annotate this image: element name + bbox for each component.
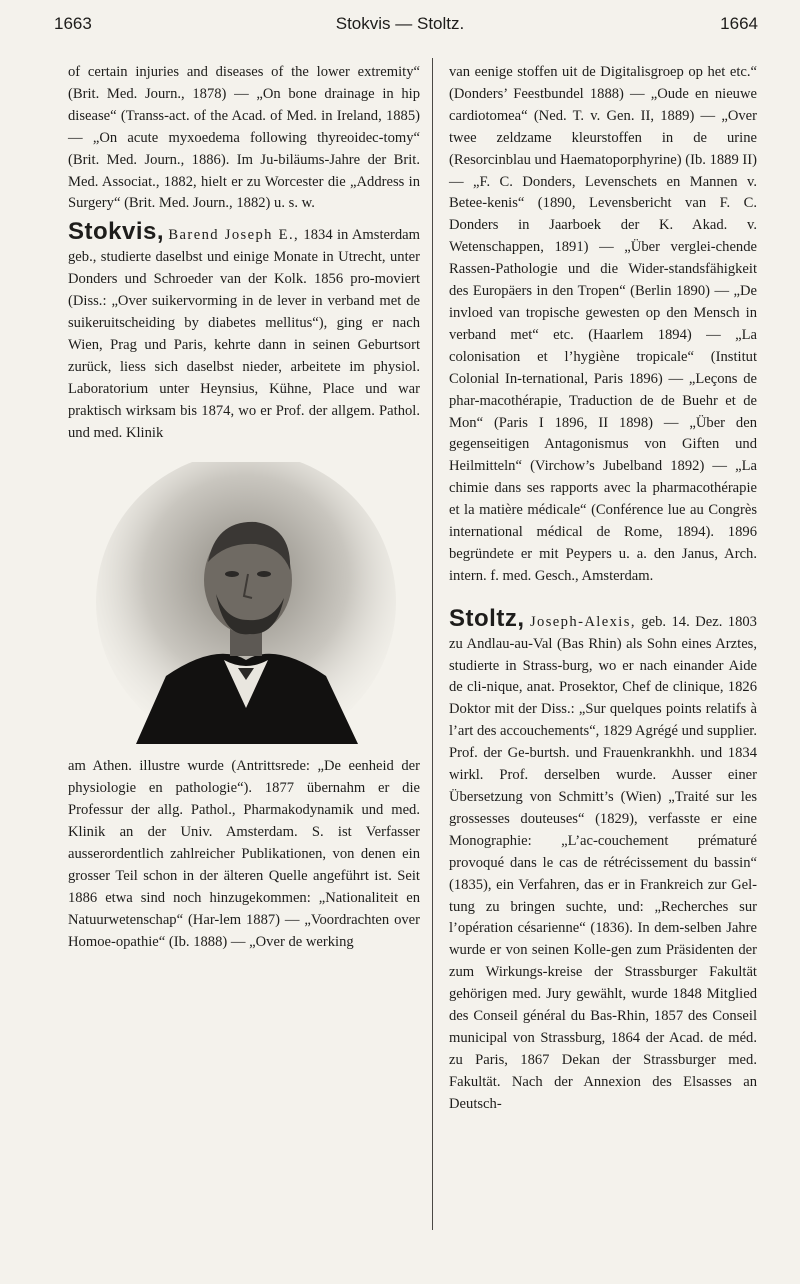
continued-paragraph: of certain injuries and diseases of the lower extremity“ (Brit. Med. Journ., 1878) — „On bone drainage in hip disease“ (Transs-act. of the Acad. of Med. in Ireland, 1885) — „On acute myxoedema following thyreoidec-tomy“ (Brit. Med. Journ., 1886). Im Ju-biläums-Jahre der Brit. Med. Associat., 1882, hielt er zu Worcester die „Address in Surgery“ (Brit. Med. Journ., 1882) u. s. w. [68, 64, 420, 212]
stoltz-entry [449, 604, 757, 1116]
stokvis-biography-continued: am Athen. illustre wurde (Antrittsrede: „De eenheid der physiologie en pathologie“). 1877 übernahm er die Professur der allg. Pathol., Pharmakodynamik und med. Klinik an der Univ. Amsterdam. S. ist Verfasser ausserordentlich zahlreicher Publikationen, von denen ein grosser Teil schon in der älteren Quelle angeführt ist. Seit 1886 etwa sind noch hinzugekommen: „Nationaliteit en Natuurwetenschap“ (Har-lem 1887) — „Voordrachten over Homoe-opathie“ (Ib. 1888) — „Over de werking [68, 758, 420, 950]
stokvis-publications: van eenige stoffen uit de Digitalisgroep op het etc.“ (Donders’ Feestbundel 1888) — „Oude en nieuwe cardiotomea“ (Ned. T. v. Gen. II, 1889) — „Over twee zeldzame kleurstoffen in de urine (Resorcinblau und Haematoporphyrine) (Ib. 1889 II) — „F. C. Donders, Levenschets en Mannen v. Betee-kenis“ (1890, Levensbericht van F. C. Donders in Jaarboek der K. Akad. v. Wetenschappen, 1891) — „Über verglei-chende Rassen-Pathologie und die Wider-standsfähigkeit des Europäers in den Tropen“ (Berlin 1890) — „De invloed van tropische gewesten op den Mensch in verband met“ etc. (Haarlem 1894) — „La colonisation et l’hygiène tropicale“ (Institut Colonial In-ternational, Paris 1896) — „Leçons de phar-macothérapie, Traduction de de Buehr et de Mon“ (Paris I 1896, II 1898) — „Über den gegenseitigen Antagonismus von Giften und Heilmitteln“ (Virchow’s Jubelband 1892) — „La chimie dans ses rapports avec la pharmacothérapie et la matière médicale“ (Conférence lue au Congrès international médical de Rome, 1894). 1896 begründete er mit Peypers u. a. den Janus, Arch. intern. f. med. Gesch., Amsterdam. [449, 64, 757, 584]
entry-heading-stoltz: Stoltz, [449, 604, 525, 632]
stokvis-biography: 1834 in Amsterdam geb., studierte daselbst und einige Monate in Utrecht, unter Donders und Schroeder van der Kolk. 1856 pro-moviert (Diss.: „Over suikervorming in de lever in verband met de suikeruitscheiding by diabetes mellitus“), ging er nach Wien, Prag und Paris, kehrte dann in seinen Geburtsort zurück, liess sich daselbst nieder, arbeitete im physiol. Laboratorium unter Heynsius, Kühne, Place und war praktisch wirksam bis 1874, wo er Prof. der allgem. Pathol. und med. Klinik [68, 227, 420, 441]
entry-given-names-stoltz: Joseph-Alexis, [529, 613, 636, 630]
page-number-left: 1663 [54, 14, 92, 33]
portrait-engraving [96, 462, 396, 744]
stokvis-entry [68, 218, 420, 444]
column-divider [432, 58, 433, 1230]
running-title: Stokvis — Stoltz. [335, 14, 465, 33]
page-number-right: 1664 [720, 14, 758, 33]
left-column [68, 62, 420, 954]
right-column [449, 62, 757, 1116]
entry-given-names-stokvis: Barend Joseph E., [168, 227, 300, 244]
page-header [0, 14, 800, 40]
entry-heading-stokvis: Stokvis, [68, 218, 165, 246]
stoltz-biography: geb. 14. Dez. 1803 zu Andlau-au-Val (Bas Rhin) als Sohn eines Arztes, studierte in Strass-burg, wo er nach einander Aide de cli-nique, anat. Prosektor, Chef de clinique, 1826 Doktor mit der Diss.: „Sur quelques points relatifs à l’art des accouchements“, 1829 Agrégé und supplier. Prof. der Ge-burtsh. und Frauenkrankhh. und 1834 wirkl. Prof. derselben wurde. Ausser einer Übersetzung von Schmitt’s (Wien) „Traité sur les grossesses douteuses“ (1829), verfasste er eine Monographie: „L’ac-couchement prématuré provoqué dans le cas de rétrécissement du bassin“ (1835), ein Verfahren, das er in Frankreich zur Gel-tung zu bringen suchte, und: „Recherches sur l’opération césarienne“ (1836). In dem-selben Jahre wurde er von seinen Kolle-gen zum Präsidenten der zum Wirkungs-kreise der Strassburger Fakultät gehörigen med. Jury gewählt, wurde 1848 Mitglied des Conseil général du Bas-Rhin, 1857 des Conseil municipal von Strassburg, 1864 der Acad. de méd. zu Paris, 1867 Dekan der Strassburger med. Fakultät. Nach der Annexion des Elsasses an Deutsch- [449, 613, 757, 1112]
